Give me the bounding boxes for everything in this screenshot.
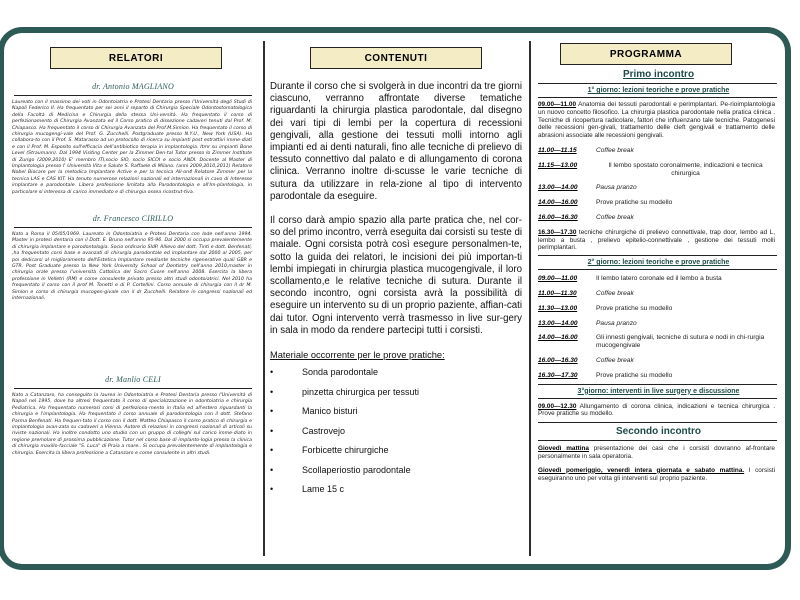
day2-title: 2° giorno: lezioni teoriche e prove pratiche <box>587 259 730 267</box>
list-item <box>270 461 528 481</box>
secondo-lead: Giovedì pomeriggio, venerdì intera giornata e sabato mattina. <box>538 466 745 474</box>
relatore-2 <box>4 214 262 302</box>
secondo-text: I corsisti eseguiranno uno per volta gli interventi sul proprio paziente. <box>538 466 775 482</box>
schedule-text: Prove pratiche su modello <box>596 199 673 207</box>
schedule-time: 14.00—16.00 <box>538 199 578 207</box>
schedule-time: 16.00—16.30 <box>538 213 578 221</box>
divider <box>538 255 777 256</box>
primo-incontro-title: Primo incontro <box>622 69 695 80</box>
secondo-text: presentazione dei casi che i corsisti dovranno af-frontare personalmente in sala operatoria. <box>538 445 775 460</box>
schedule-text: Coffee break <box>596 289 634 297</box>
schedule-text: Il lembo spostato coronalmente, indicazioni e tecnica chirurgica <box>608 161 763 177</box>
relatore-name: dr. Francesco CIRILLO <box>92 214 174 223</box>
schedule-entry <box>532 320 785 328</box>
schedule-text: Prove pratiche su modello <box>596 371 673 379</box>
secondo-paragraph-2 <box>532 467 785 483</box>
list-item-label: Lame 15 c <box>302 484 345 495</box>
bullet-icon: • <box>270 484 274 495</box>
schedule-entry <box>532 334 785 350</box>
programma-header: PROGRAMMA <box>560 43 732 65</box>
relatore-name: dr. Manlio CELI <box>105 375 161 384</box>
column-divider <box>529 41 531 556</box>
schedule-entry <box>532 290 785 298</box>
divider <box>14 388 252 389</box>
divider <box>538 83 777 84</box>
bullet-icon: • <box>270 406 274 417</box>
schedule-time: 11.15—13.00 <box>538 161 578 169</box>
schedule-text: Il lembo latero coronale ed il lembo a busta <box>596 275 722 283</box>
schedule-entry <box>532 162 785 178</box>
list-item-label: Manico bisturi <box>302 406 358 417</box>
schedule-time: 16.00—16.30 <box>538 356 578 364</box>
materiale-title: Materiale occorrente per le prove pratiche: <box>270 350 445 361</box>
schedule-time: 09.00—11.00 <box>538 101 577 108</box>
schedule-text: tecniche chirurgiche di prelievo connettivale, trap door, lembo ad L, lembo a busta , prelievo epitelio-connettivale , gestione dei tessuti molli perimplantari. <box>538 228 775 252</box>
schedule-entry <box>532 357 785 365</box>
relatore-name: dr. Antonio MAGLIANO <box>92 82 174 91</box>
relatori-column <box>4 33 262 564</box>
programma-body <box>532 69 785 482</box>
brochure-sheet <box>4 33 785 564</box>
schedule-entry <box>532 214 785 222</box>
relatori-header: RELATORI <box>50 47 222 69</box>
divider <box>538 269 777 270</box>
bullet-icon: • <box>270 386 274 397</box>
bullet-icon: • <box>270 367 274 378</box>
list-item-label: pinzetta chirurgica per tessuti <box>302 386 420 397</box>
relatore-3 <box>4 375 262 457</box>
schedule-time: 13.00—14.00 <box>538 184 578 192</box>
programma-column <box>532 33 785 564</box>
relatore-1 <box>4 82 262 196</box>
schedule-text: Anatomia dei tessuti parodontali e perimplantari. Pe-rioimplantologia un nuovo concetto filosofico. La chirurgia plastica parodontale nella pratica clinica . Tecniche di ricopertura radicolare, fattori che influenzano tale tecniche. Patogenesi delle recessioni gen-givali, trattamento delle cleft gengivali e trattamento delle abrasioni associate alle recessioni gengivali. <box>538 101 775 140</box>
schedule-time: 13.00—14.00 <box>538 319 578 327</box>
divider <box>538 440 777 441</box>
list-item <box>270 402 528 422</box>
schedule-entry <box>532 199 785 207</box>
secondo-paragraph-1 <box>532 445 785 461</box>
list-item <box>270 383 528 403</box>
schedule-entry <box>532 101 785 140</box>
relatore-bio: Nato a Roma il 05/05/1969. Laureato in Odontoiatria e Protesi Dentaria con lode nell'anno 1994. Master in protesi dentaria con il Dott. E. Bruno nell'anno 95-96. Dal 2000 si occupa prevalentemente di chirurgia implantare e parodontologia. Socio ordinario SIdP. Allievo del dott. Tinti e dott. Benfenati, ,ha frequentato corsi base e avanzati di chirurgia parodontale ed implantare dal 2000 al 2005, per poi dedicarsi al miglioramento dell'Estetica Implantare mediante tecniche rigenerative quali GBR e GTR. Post Graduate presso la New York University School of Dentistry nell'anno 2010,master in chirurgia orale presso l'università Cattolica del Sacro Cuore nell'anno 2008. Esercita la libera professione in Velletri (RM) e come consulente privato presso altri studi odontoiatrici. Nel 2010 ha frequentato il corso con il prof M. Tonetti e di P. Cortellini. Corso annuale di chirurgia con il dr M. Simion e corso di chirurgia mucogen-givale con il dr Zucchelli. Relatore in congressi nazionali ed internazionali. <box>12 232 252 302</box>
materiale-list <box>266 363 528 500</box>
schedule-text: Coffee break <box>596 213 634 221</box>
bullet-icon: • <box>270 425 274 436</box>
schedule-time: 11.30—13.00 <box>538 304 578 312</box>
schedule-entry <box>532 229 785 252</box>
divider <box>538 422 777 423</box>
schedule-text: Prove pratiche su modello <box>596 304 673 312</box>
column-divider <box>263 41 265 556</box>
schedule-time: 11.00—11.30 <box>538 289 577 297</box>
contenuti-paragraph-1: Durante il corso che si svolgerà in due incontri da tre giorni ciascuno, verranno affrontate diverse tematiche riguardanti la chirurgia plastica parodontale, dal disegno dei vari tipi di lembi per la copertura di recessioni gengivali, alla gestione dei tessuti molli intorno agli impianti ed ai denti naturali, fino alle tecniche di prelievo di tessuto connettivo dal palato e di allungamento di corona clinica. Verranno inoltre di-scusse le varie tecniche di sutura da utilizzare in rela-zione al tipo di intervento parodontale da eseguire. <box>270 81 523 202</box>
divider <box>14 227 252 228</box>
schedule-text: Coffee break <box>596 146 634 154</box>
day3-title: 3°giorno: interventi in live surgery e discussione <box>577 387 740 395</box>
day1-title: 1° giorno: lezioni teoriche e prove pratiche <box>587 87 730 94</box>
divider <box>14 95 252 96</box>
divider <box>538 384 777 385</box>
list-item <box>270 441 528 461</box>
contenuti-column <box>266 33 528 564</box>
list-item-label: Castrovejo <box>302 425 346 436</box>
schedule-entry <box>532 305 785 313</box>
schedule-text: Coffee break <box>596 356 634 364</box>
schedule-time: 14.00—16.00 <box>538 334 578 342</box>
list-item-label: Sonda parodontale <box>302 367 379 378</box>
list-item-label: Forbicette chirurgiche <box>302 445 389 456</box>
contenuti-body <box>266 81 528 500</box>
divider <box>538 97 777 98</box>
list-item <box>270 480 528 500</box>
relatore-bio: Nato a Catanzaro, ha conseguito la laurea in Odontoiatria e Protesi Dentaria presso l'Università di Napoli nel 1995, dove ha altresì frequentato il corso di specializzazione in odontoiatria e chirurgia Pediatrica. Ha frequentato numerosi corsi di perfeziona-mento in Italia ed all'estero riguardanti la chirurgia e l'implantologia. Ha frequentato il corso annuale di parodontologia con il dott. Stefano Parma Benfenati. Ha frequen-tato il corso con il dott. Matteo Chiapasco il corso pratico di chirurgia e implantologia avan-zata su cadaveri a Vienna. Autore di relazioni in congressi nazionali di articoli su riviste nazionali. Ha inoltre condotto uno studio con un gruppo di colleghi sul carico imme-diato in regione premolare di prossima pubblicazione. Tutor nel corso base di implanto-logia presso la clinica di chirurgia maxillo-facciale "S. Luca" di Praia a mare.. Si occupa prevalentemente di implantologia e chirurgia. Esercita la libera professione a Catanzaro e come consulente in altri studi. <box>12 393 252 456</box>
schedule-text: Pausa pranzo <box>596 184 637 192</box>
secondo-incontro-title: Secondo incontro <box>616 426 701 438</box>
divider <box>538 398 777 399</box>
secondo-lead: Giovedì mattina <box>538 445 589 453</box>
schedule-time: 09.00—11.00 <box>538 275 578 283</box>
schedule-time: 09.00—12.30 <box>538 402 577 410</box>
schedule-entry <box>532 275 785 283</box>
list-item-label: Scollaperiostio parodontale <box>302 464 411 475</box>
list-item <box>270 422 528 442</box>
relatore-bio: Laureato con il massimo dei voti in Odontoiatria e Protesi Dentaria presso l'Università degli Studi di Napoli Federico II. Ha frequentato per sei anni il reparto di Chirurgia Speciale Odontostomatologica della Facoltà di Medicina e Chirurgia della stessa Uni-versità. Ha frequentato il corso di perfezionamento di Chirurgia Avanzata ed il Corso pratico di dissezione cadaveri tenuti dal Prof. M. Chiapasco. Ha frequentato il corso di Chirurgia Avanzata del Prof.M.Simion. Ha frequentato il corso di chirurgia mucogengi-vale del Prof. G. Zucchelli. Postgraduate presso N.Y.U., New York (USA). Ha collabora-to con il Prof. S. Matarasso ad un protocollo di ricerca su impianti post estrattivi imme-diati e con il Prof. M. Esposito sull'efficacia dell'antibiotico terapia in implantologia. Itmr su impianti Bone Level (Straumann). Dal 1994 Visiting Center per la Zimmer Den-tal Tutor presso lo Zimmer Institute di Zurigo (2009,2010) E' membro ITI,socio SIO, socio SICOI e socio ANDI. Docente al Master di Implantologia presso l' Università Vita e Salute S. Raffaele di Milano. (anni 2009,2010,2011) Relatore Nobel Biocare per la metodica Implantare Active e per la tecnica All-on4 Relatore Zimmer per la tecnica LAS e CAS KIT. Ha tenuto numerose relazioni nazionali ed internazionali in cavo di Interesse implantare e parodontale. Libera professione limitata alla Parodontologia e all'Im-plantologia, in particolare si interessa di carico immediato e di chirurgia ossea ricostrut-tiva. <box>12 100 252 195</box>
contenuti-paragraph-2: Il corso darà ampio spazio alla parte pratica che, nel cor-so del primo incontro, verrà eseguita dai corsisti su teste di maiale. Ogni corsista potrà così esegure personalmen-te, sotto la guida dei relatori, le incisioni dei più importan-ti lembi impiegati in chirurgia plastica mucogengivale, il loro scollamento,e le relative tecniche di sutura. Durante il secondo incontro, ogni corsista avrà la possibilità di eseguire un intervento su di un proprio paziente, affian-cati dai tutor. Ogni intervento verrà trasmesso in live sur-gery in sala in modo da rendere partecipi tutti i corsisti. <box>270 215 522 336</box>
schedule-text: Pausa pranzo <box>596 319 637 327</box>
schedule-entry <box>532 403 785 419</box>
schedule-time: 16.30—17.30 <box>538 371 578 379</box>
schedule-time: 11.00—11.15 <box>538 146 577 154</box>
schedule-entry <box>532 372 785 380</box>
bullet-icon: • <box>270 445 274 456</box>
schedule-text: Gli innesti gengivali, tecniche di sutura e nodi in chi-rurgia mucogengivale <box>596 334 765 350</box>
bullet-icon: • <box>270 464 274 475</box>
schedule-time: 16.30—17.30 <box>538 228 577 236</box>
list-item <box>270 363 528 383</box>
schedule-entry <box>532 184 785 192</box>
contenuti-header: CONTENUTI <box>310 47 482 69</box>
day1-list <box>532 147 785 222</box>
schedule-text: Allungamento di corona clinica, indicazioni e tecnica chirurgica . Prove pratiche su modello. <box>538 402 775 418</box>
day2-list <box>532 275 785 379</box>
schedule-entry <box>532 147 785 155</box>
